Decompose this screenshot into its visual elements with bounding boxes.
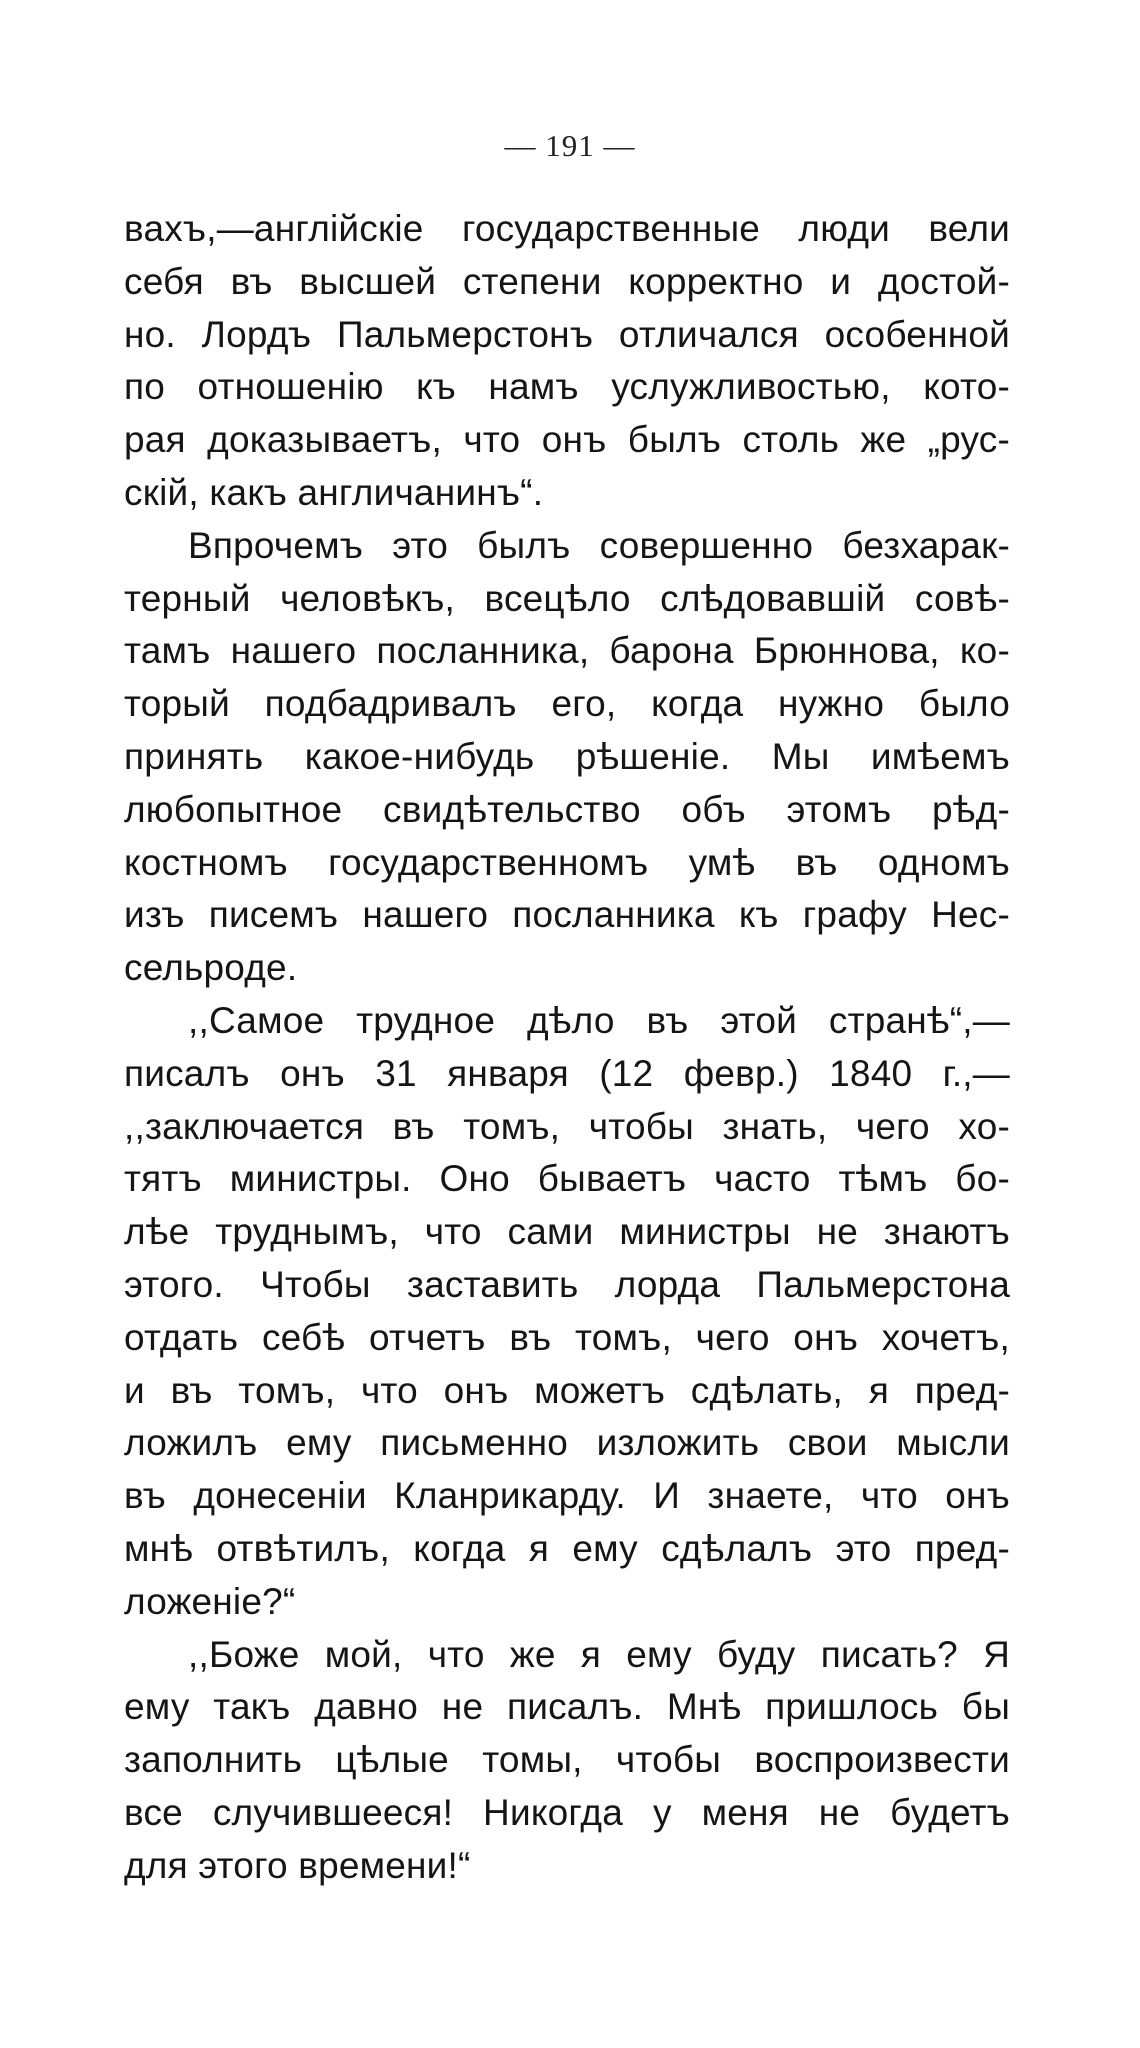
text-line: торый подбадривалъ его, когда нужно было	[124, 683, 1010, 725]
text-line: писалъ онъ 31 января (12 февр.) 1840 г.,—	[124, 1052, 1010, 1094]
text-line: терный человѣкъ, всецѣло слѣдовавшій совѣ-	[124, 577, 1010, 619]
text-line: себя въ высшей степени корректно и достой-	[124, 260, 1010, 302]
text-line: сельроде.	[124, 947, 298, 989]
body-text	[124, 203, 1010, 1893]
text-line: принять какое-нибудь рѣшеніе. Мы имѣемъ	[124, 735, 1010, 777]
text-line: ,,Самое трудное дѣло въ этой странѣ“,—	[188, 999, 1010, 1041]
page-number: — 191 —	[504, 128, 636, 163]
text-line: ложеніе?“	[124, 1580, 296, 1622]
text-line: заполнить цѣлые томы, чтобы воспроизвести	[124, 1739, 1010, 1781]
text-line: все случившееся! Никогда у меня не будетъ	[124, 1791, 1010, 1833]
text-line: тятъ министры. Оно бываетъ часто тѣмъ бо-	[124, 1158, 1010, 1200]
text-line: изъ писемъ нашего посланника къ графу Нес-	[124, 894, 1010, 936]
text-line: рая доказываетъ, что онъ былъ столь же „рус-	[124, 419, 1010, 461]
text-line: костномъ государственномъ умѣ въ одномъ	[124, 841, 1010, 883]
text-line: этого. Чтобы заставить лорда Пальмерстона	[124, 1263, 1010, 1305]
text-line: мнѣ отвѣтилъ, когда я ему сдѣлалъ это пред-	[124, 1527, 1010, 1569]
text-line: въ донесеніи Кланрикарду. И знаете, что онъ	[124, 1475, 1010, 1517]
text-line: ложилъ ему письменно изложить свои мысли	[124, 1422, 1010, 1464]
text-line: и въ томъ, что онъ можетъ сдѣлать, я пред-	[124, 1369, 1010, 1411]
text-line: по отношенію къ намъ услужливостью, кото-	[124, 366, 1010, 408]
text-line: Впрочемъ это былъ совершенно безхарак-	[188, 524, 1010, 566]
text-line: ему такъ давно не писалъ. Мнѣ пришлось бы	[124, 1686, 1010, 1728]
text-line: любопытное свидѣтельство объ этомъ рѣд-	[124, 788, 1010, 830]
text-line: лѣе труднымъ, что сами министры не знаютъ	[124, 1211, 1010, 1253]
text-line: ,,Боже мой, что же я ему буду писать? Я	[188, 1633, 1010, 1675]
text-line: отдать себѣ отчетъ въ томъ, чего онъ хочетъ,	[124, 1316, 1010, 1358]
text-line: но. Лордъ Пальмерстонъ отличался особенной	[124, 313, 1010, 355]
text-line: ,,заключается въ томъ, чтобы знать, чего хо-	[124, 1105, 1010, 1147]
text-line: для этого времени!“	[124, 1844, 471, 1886]
text-line: тамъ нашего посланника, барона Брюннова, ко-	[124, 630, 1010, 672]
text-line: вахъ,—англійскіе государственные люди вели	[124, 208, 1010, 249]
text-line: скій, какъ англичанинъ“.	[124, 471, 544, 513]
